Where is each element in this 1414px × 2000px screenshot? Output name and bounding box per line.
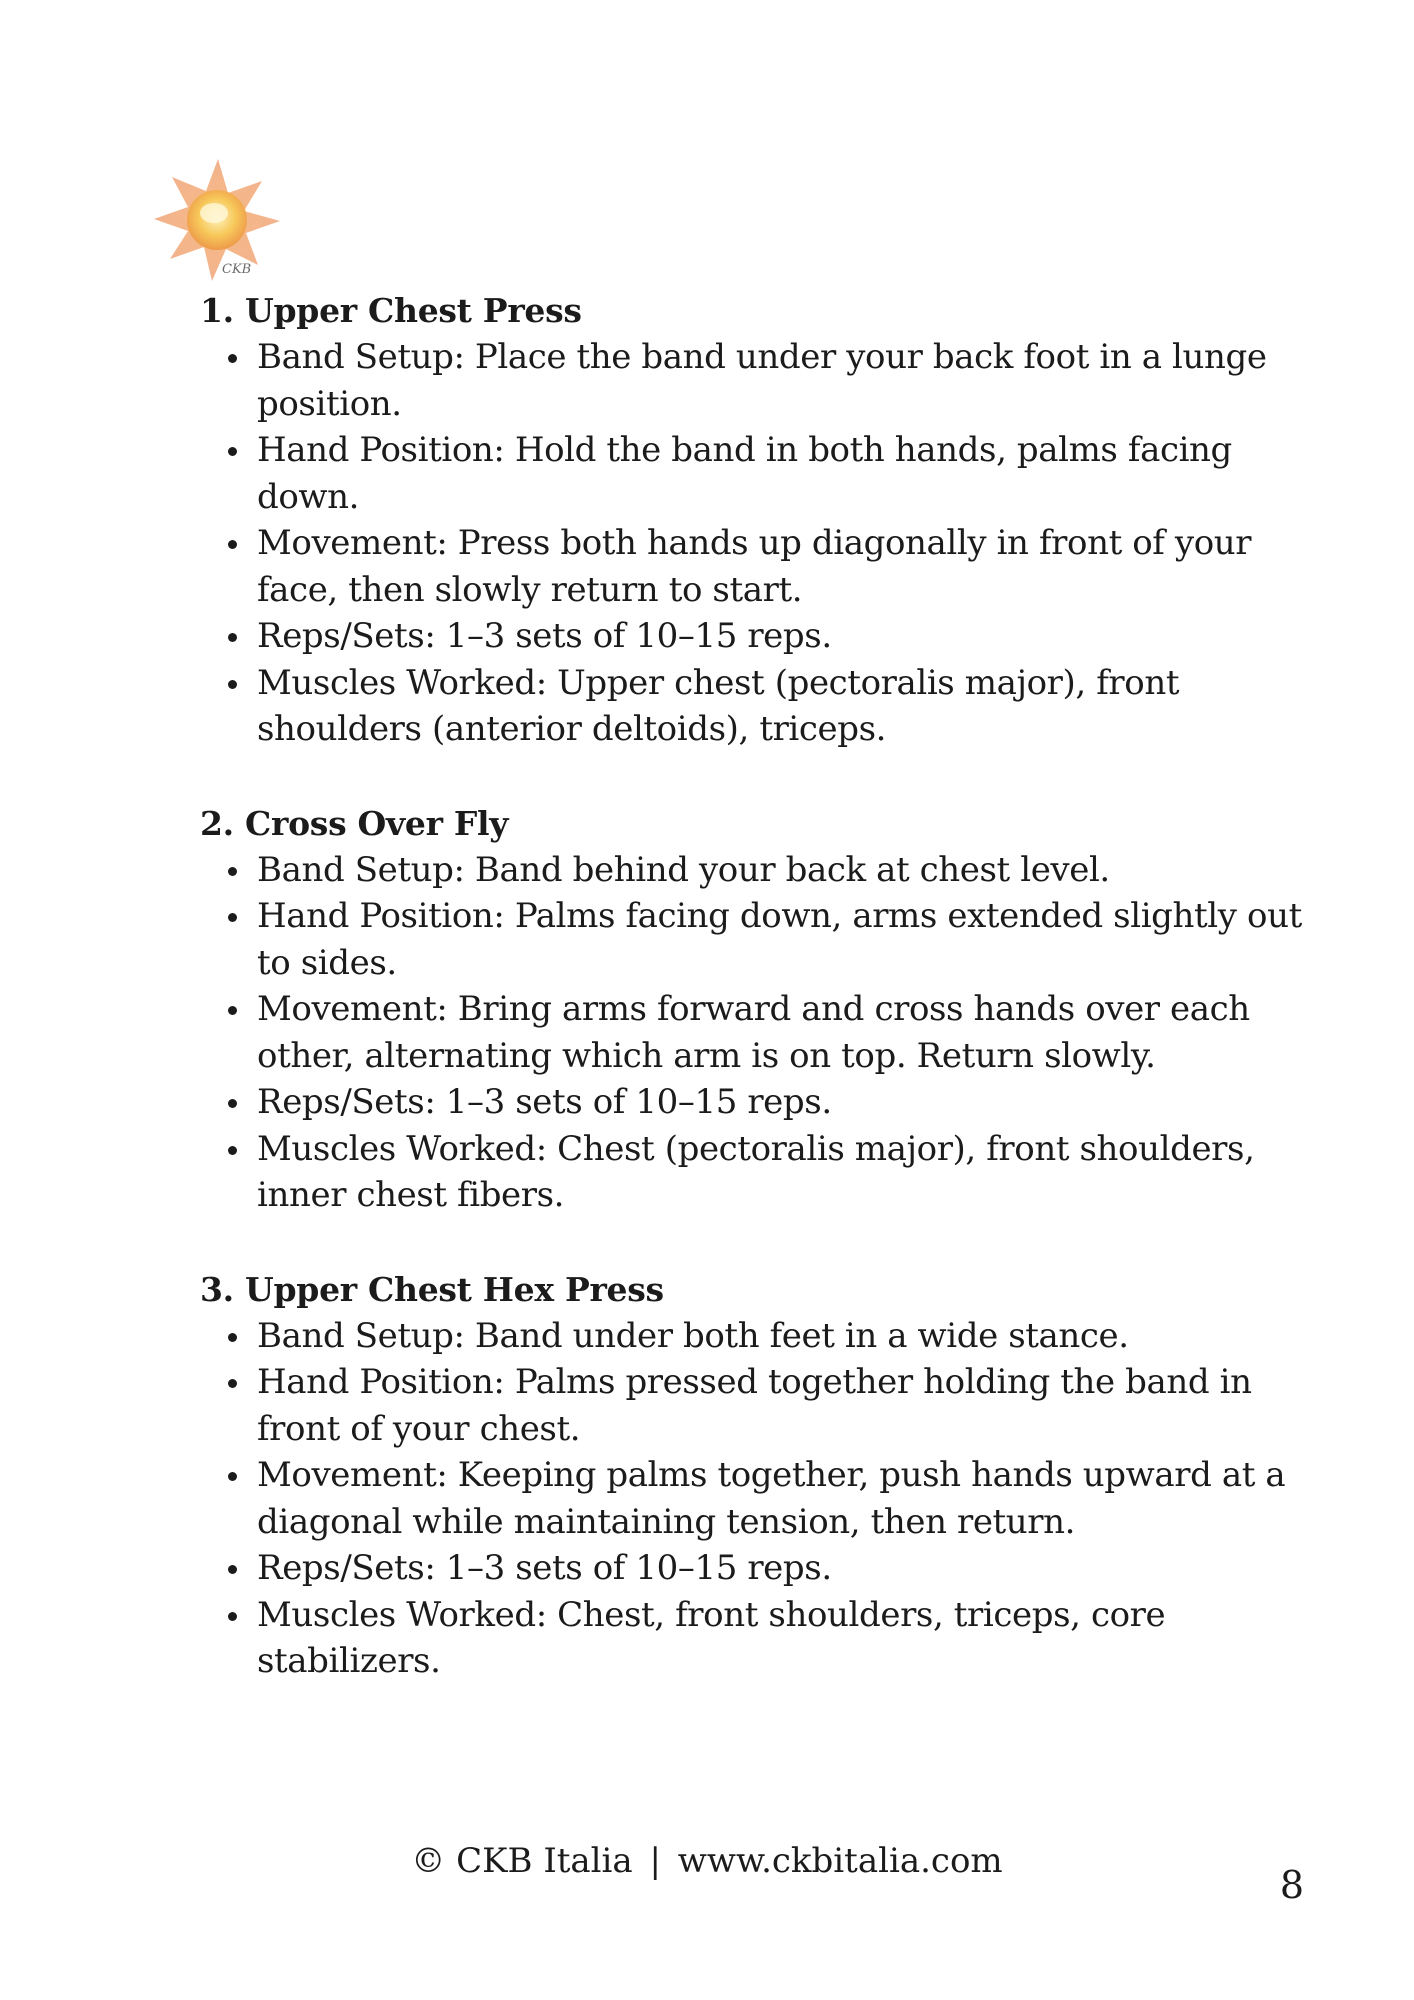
list-item-text: Band Setup: Place the band under your back foot in a lunge position. (257, 337, 1267, 424)
bullet-icon (228, 1565, 237, 1574)
list-item-text: Hand Position: Hold the band in both hands, palms facing down. (257, 430, 1232, 517)
list-item-text: Reps/Sets: 1–3 sets of 10–15 reps. (257, 616, 832, 656)
exercise-title: 1. Upper Chest Press (200, 291, 582, 330)
list-item-text: Hand Position: Palms pressed together holding the band in front of your chest. (257, 1362, 1252, 1449)
bullet-icon (228, 1612, 237, 1621)
exercise-title: 3. Upper Chest Hex Press (200, 1269, 664, 1309)
copyright-text: © CKB Italia (411, 1841, 633, 1881)
page-footer (0, 1838, 1414, 1884)
bullet-icon (228, 1472, 237, 1481)
bullet-icon (228, 1146, 237, 1155)
list-item (200, 427, 1340, 520)
exercise-section-2 (200, 801, 1340, 1219)
list-item (200, 1452, 1340, 1545)
list-item (200, 613, 1340, 660)
bullet-icon (228, 1333, 237, 1342)
main-content (200, 288, 1340, 1733)
bullet-icon (228, 1099, 237, 1108)
list-item-text: Muscles Worked: Chest (pectoralis major), front shoulders, inner chest fibers. (257, 1128, 1255, 1215)
list-item-text: Reps/Sets: 1–3 sets of 10–15 reps. (257, 1082, 832, 1122)
exercise-section-1 (200, 288, 1340, 753)
list-item-text: Hand Position: Palms facing down, arms extended slightly out to sides. (257, 896, 1302, 983)
list-item-text: Muscles Worked: Chest, front shoulders, triceps, core stabilizers. (257, 1594, 1166, 1681)
bullet-icon (228, 540, 237, 549)
list-item (200, 334, 1340, 427)
list-item-text: Muscles Worked: Upper chest (pectoralis major), front shoulders (anterior deltoids), triceps. (257, 662, 1180, 749)
list-item (200, 986, 1340, 1079)
list-item (200, 1313, 1340, 1360)
exercise-details-list (200, 847, 1340, 1219)
exercise-details-list (200, 334, 1340, 753)
bullet-icon (228, 633, 237, 642)
exercise-title: 2. Cross Over Fly (200, 803, 509, 843)
list-item (200, 1545, 1340, 1592)
list-item-text: Movement: Press both hands up diagonally in front of your face, then slowly return to start. (257, 523, 1252, 610)
logo-text: CKB (222, 262, 252, 277)
list-item-text: Band Setup: Band behind your back at chest level. (257, 849, 1110, 890)
list-item (200, 660, 1340, 753)
list-item (200, 1359, 1340, 1452)
list-item-text: Movement: Bring arms forward and cross hands over each other, alternating which arm is on top. Return slowly. (257, 989, 1250, 1076)
website-link[interactable]: www.ckbitalia.com (677, 1841, 1003, 1881)
bullet-icon (228, 867, 237, 876)
sun-logo-icon (150, 155, 285, 285)
footer-separator: | (649, 1841, 661, 1881)
bullet-icon (228, 447, 237, 456)
list-item (200, 847, 1340, 894)
list-item-text: Movement: Keeping palms together, push hands upward at a diagonal while maintaining tension, then return. (257, 1455, 1286, 1542)
bullet-icon (228, 354, 237, 363)
exercise-section-3 (200, 1267, 1340, 1685)
list-item (200, 1079, 1340, 1126)
list-item (200, 520, 1340, 613)
bullet-icon (228, 1379, 237, 1388)
exercise-details-list (200, 1313, 1340, 1685)
bullet-icon (228, 680, 237, 689)
list-item-text: Band Setup: Band under both feet in a wide stance. (257, 1315, 1129, 1356)
page-number: 8 (1279, 1863, 1304, 1907)
list-item (200, 1592, 1340, 1685)
list-item (200, 893, 1340, 986)
bullet-icon (228, 913, 237, 922)
list-item (200, 1126, 1340, 1219)
bullet-icon (228, 1006, 237, 1015)
list-item-text: Reps/Sets: 1–3 sets of 10–15 reps. (257, 1548, 832, 1588)
